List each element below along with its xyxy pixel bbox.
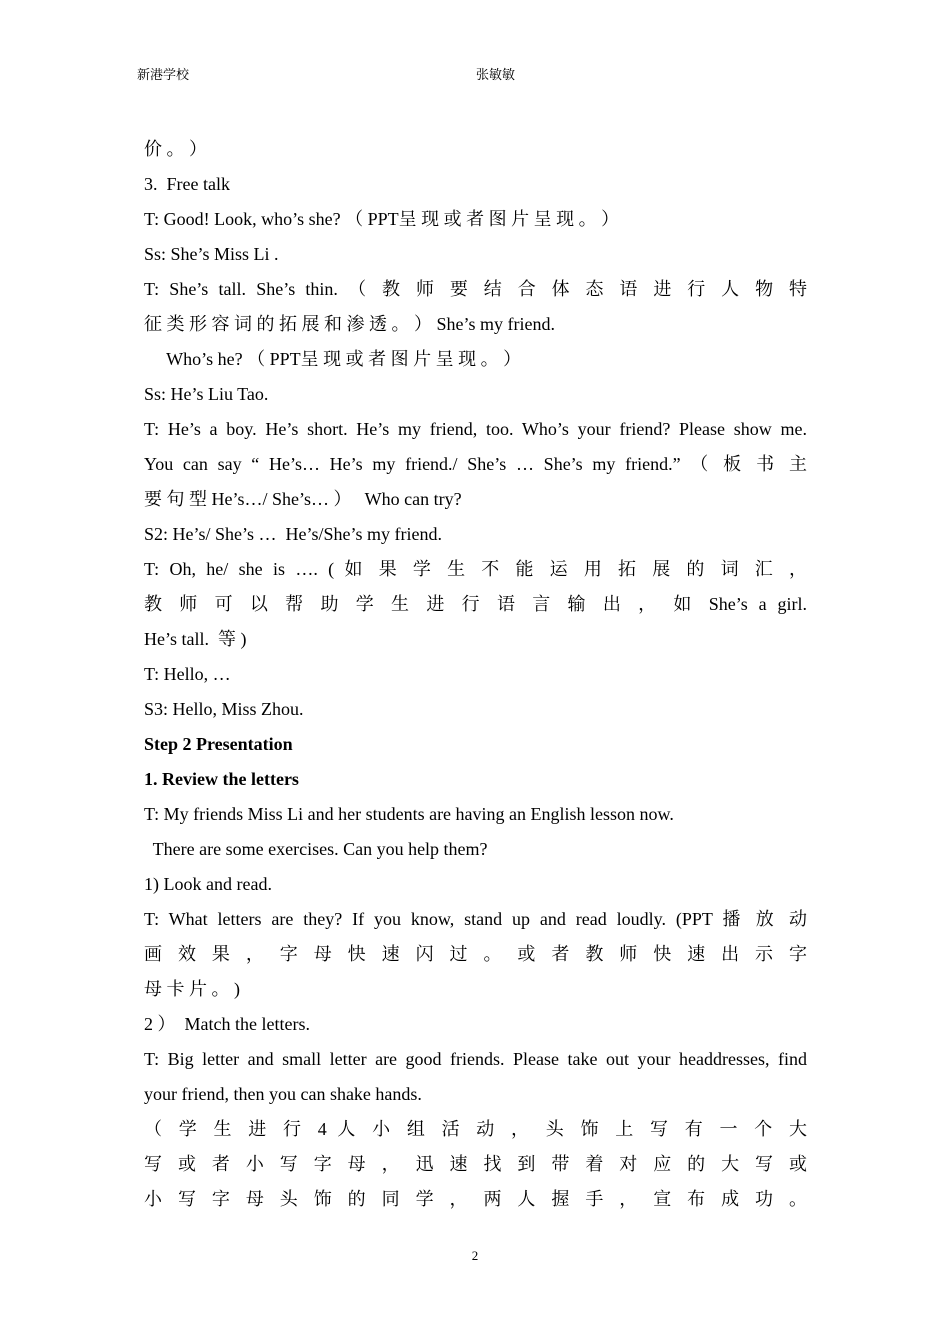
header-school: 新港学校 bbox=[137, 68, 190, 83]
text-line: S3: Hello, Miss Zhou. bbox=[144, 699, 304, 719]
text-line: Step 2 Presentation bbox=[144, 734, 293, 754]
text-line: T: Oh, he/ she is …. ( 如 果 学 生 不 能 运 用 拓 展 的 词 汇 ， bbox=[144, 559, 807, 579]
text-line: 写 或 者 小 写 字 母 ， 迅 速 找 到 带 着 对 应 的 大 写 或 bbox=[144, 1154, 807, 1174]
text-line: Who’s he? （ PPT呈 现 或 者 图 片 呈 现 。 ） bbox=[144, 349, 522, 369]
text-line: 母 卡 片 。 ) bbox=[144, 979, 240, 999]
text-line: 画 效 果 ， 字 母 快 速 闪 过 。 或 者 教 师 快 速 出 示 字 bbox=[144, 944, 807, 964]
text-line: 要 句 型 He’s…/ She’s… ） Who can try? bbox=[144, 489, 462, 509]
header-author: 张敏敏 bbox=[476, 68, 516, 83]
text-line: 小 写 字 母 头 饰 的 同 学 ， 两 人 握 手 ， 宣 布 成 功 。 bbox=[144, 1189, 807, 1209]
text-line: 价 。 ） bbox=[144, 139, 207, 159]
text-line: 1) Look and read. bbox=[144, 874, 272, 894]
text-line: 教 师 可 以 帮 助 学 生 进 行 语 言 输 出 ， 如 She’s a girl. bbox=[144, 594, 807, 614]
text-line: T: He’s a boy. He’s short. He’s my friend, too. Who’s your friend? Please show me. bbox=[144, 419, 807, 439]
text-line: Ss: She’s Miss Li . bbox=[144, 244, 279, 264]
text-line: Ss: He’s Liu Tao. bbox=[144, 384, 269, 404]
document-body bbox=[144, 132, 807, 1217]
text-line: T: Good! Look, who’s she? （ PPT呈 现 或 者 图 片 呈 现 。 ） bbox=[144, 209, 620, 229]
text-line: There are some exercises. Can you help them? bbox=[144, 839, 488, 859]
text-line: You can say “ He’s… He’s my friend./ She’s … She’s my friend.” （ 板 书 主 bbox=[144, 454, 807, 474]
text-line: T: Big letter and small letter are good friends. Please take out your headdresses, find bbox=[144, 1049, 807, 1069]
text-line: T: Hello, … bbox=[144, 664, 231, 684]
text-line: your friend, then you can shake hands. bbox=[144, 1084, 422, 1104]
text-line: He’s tall. 等 ) bbox=[144, 629, 247, 649]
text-line: 1. Review the letters bbox=[144, 769, 299, 789]
text-line: T: My friends Miss Li and her students are having an English lesson now. bbox=[144, 804, 674, 824]
text-line: 2 ） Match the letters. bbox=[144, 1014, 310, 1034]
text-line: S2: He’s/ She’s … He’s/She’s my friend. bbox=[144, 524, 442, 544]
text-line: （ 学 生 进 行 4 人 小 组 活 动 ， 头 饰 上 写 有 一 个 大 bbox=[144, 1119, 807, 1139]
text-line: T: She’s tall. She’s thin. （ 教 师 要 结 合 体 态 语 进 行 人 物 特 bbox=[144, 279, 807, 299]
text-line: 征 类 形 容 词 的 拓 展 和 渗 透 。 ） She’s my friend. bbox=[144, 314, 555, 334]
text-line: 3. Free talk bbox=[144, 174, 230, 194]
text-line: T: What letters are they? If you know, stand up and read loudly. (PPT 播 放 动 bbox=[144, 909, 807, 929]
page-number: 2 bbox=[471, 1248, 479, 1263]
